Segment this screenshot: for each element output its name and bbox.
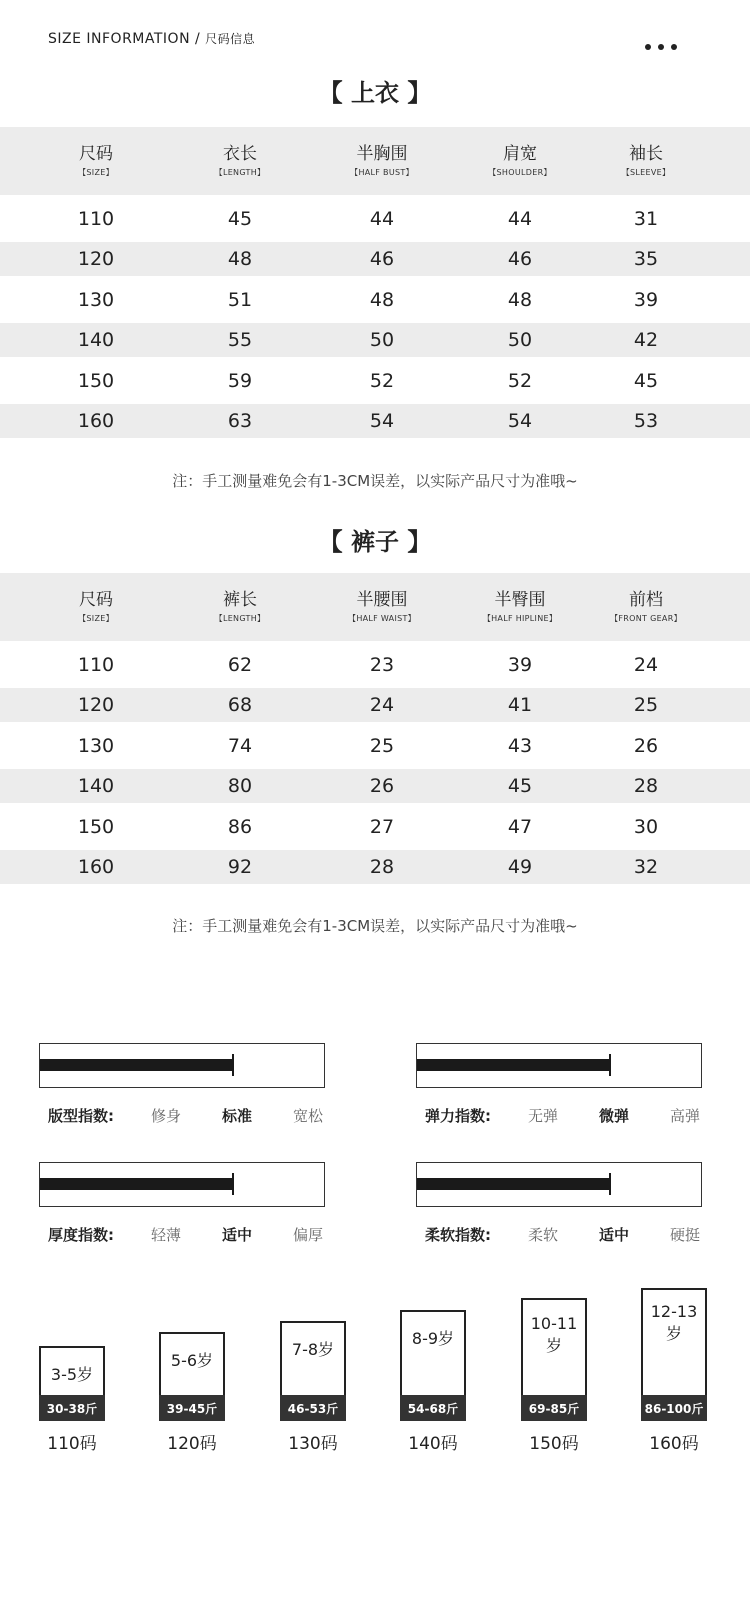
header-cell-half-waist: 半腰围 【HALF WAIST】 [348,590,416,623]
header-title-en: SIZE INFORMATION [48,31,191,47]
size-code: 140码 [408,1434,458,1454]
softness-index-gauge [416,1162,702,1207]
table-cell: 26 [633,734,659,757]
table-cell: 39 [633,288,659,311]
fit-index-gauge [39,1043,325,1088]
elasticity-option: 高弹 [670,1107,701,1125]
softness-index-label: 柔软指数: [425,1226,491,1244]
fit-index-label: 版型指数: [48,1107,114,1125]
table-cell: 27 [369,815,395,838]
header-cell-shoulder: 肩宽 【SHOULDER】 [488,144,552,177]
softness-option-selected: 适中 [599,1226,630,1244]
table-row [0,404,750,438]
table-row [0,850,750,884]
table-row [0,357,750,404]
table-cell: 39 [507,653,533,676]
thickness-index-gauge [39,1162,325,1207]
table-cell: 50 [369,329,395,351]
elasticity-option-selected: 微弹 [599,1107,630,1125]
weight-label: 69-85斤 [521,1395,587,1421]
table-cell: 160 [77,856,115,878]
age-label: 8-9岁 [411,1329,455,1348]
table-cell: 140 [77,329,115,351]
table-cell: 25 [633,694,659,716]
weight-label: 54-68斤 [400,1395,466,1421]
table-row [0,641,750,688]
size-code: 160码 [649,1434,699,1454]
gauge-tick [609,1054,611,1076]
table-cell: 120 [77,248,115,270]
top-size-table [0,127,750,438]
table-cell: 54 [507,410,533,432]
table-cell: 45 [633,369,659,392]
gauge-fill [417,1178,610,1190]
table-cell: 28 [633,775,659,797]
table-cell: 44 [507,207,533,230]
table-cell: 48 [507,288,533,311]
thickness-option-selected: 适中 [222,1226,253,1244]
table-cell: 49 [507,856,533,878]
size-guide-box [159,1332,225,1421]
table-cell: 62 [227,653,253,676]
table-cell: 52 [369,369,395,392]
header-cell-half-hip: 半臀围 【HALF HIPLINE】 [482,590,558,623]
header-cell-length: 裤长 【LENGTH】 [214,590,266,623]
table-cell: 68 [227,694,253,716]
table-cell: 160 [77,410,115,432]
fit-option: 宽松 [293,1107,324,1125]
table-cell: 110 [77,207,115,230]
weight-label: 30-38斤 [39,1395,105,1421]
table-cell: 31 [633,207,659,230]
fit-option: 修身 [151,1107,182,1125]
table-cell: 48 [227,248,253,270]
size-guide-box [521,1298,587,1421]
table-cell: 25 [369,734,395,757]
table-row [0,276,750,323]
gauge-tick [232,1173,234,1195]
table-cell: 43 [507,734,533,757]
table-row [0,323,750,357]
table-cell: 53 [633,410,659,432]
age-label: 12-13岁 [650,1302,698,1343]
table-cell: 48 [369,288,395,311]
size-code: 110码 [47,1434,97,1454]
table-cell: 47 [507,815,533,838]
table-cell: 24 [633,653,659,676]
size-guide-box [400,1310,466,1421]
table-cell: 50 [507,329,533,351]
table-row [0,803,750,850]
table-cell: 46 [507,248,533,270]
fit-option-selected: 标准 [222,1107,253,1125]
thickness-option: 偏厚 [293,1226,324,1244]
table-cell: 59 [227,369,253,392]
table-cell: 130 [77,288,115,311]
weight-label: 86-100斤 [641,1395,707,1421]
thickness-index-label: 厚度指数: [48,1226,114,1244]
elasticity-index-gauge [416,1043,702,1088]
size-guide-box [280,1321,346,1421]
table-cell: 42 [633,329,659,351]
age-label: 7-8岁 [291,1340,335,1359]
table-cell: 130 [77,734,115,757]
measurement-note: 注：手工测量难免会有1-3CM误差，以实际产品尺寸为准哦~ [172,472,578,490]
size-guide-box [641,1288,707,1421]
table-cell: 52 [507,369,533,392]
table-row [0,195,750,242]
table-cell: 110 [77,653,115,676]
header-cell-front-gear: 前档 【FRONT GEAR】 [610,590,682,623]
table-cell: 74 [227,734,253,757]
table-row [0,688,750,722]
weight-label: 39-45斤 [159,1395,225,1421]
gauge-fill [40,1059,233,1071]
pants-size-table [0,573,750,884]
age-label: 5-6岁 [170,1351,214,1370]
gauge-tick [609,1173,611,1195]
more-icon[interactable] [645,35,685,45]
table-cell: 63 [227,410,253,432]
table-cell: 140 [77,775,115,797]
table-cell: 150 [77,815,115,838]
pants-section-title: 【 裤子 】 [318,528,432,556]
table-cell: 150 [77,369,115,392]
table-cell: 24 [369,694,395,716]
table-header-row [0,127,750,195]
page-header [48,30,255,47]
table-cell: 120 [77,694,115,716]
thickness-option: 轻薄 [151,1226,182,1244]
age-label: 10-11岁 [530,1314,578,1355]
table-cell: 45 [507,775,533,797]
header-title-zh: 尺码信息 [205,32,256,46]
table-cell: 23 [369,653,395,676]
weight-label: 46-53斤 [280,1395,346,1421]
header-cell-size: 尺码 【SIZE】 [78,144,114,177]
table-cell: 35 [633,248,659,270]
header-separator: / [195,31,201,47]
header-cell-half-bust: 半胸围 【HALF BUST】 [350,144,414,177]
size-guide-box [39,1346,105,1421]
table-row [0,769,750,803]
softness-option: 柔软 [528,1226,559,1244]
header-cell-sleeve: 袖长 【SLEEVE】 [621,144,671,177]
table-cell: 28 [369,856,395,878]
table-cell: 46 [369,248,395,270]
table-cell: 45 [227,207,253,230]
table-header-row [0,573,750,641]
size-code: 150码 [529,1434,579,1454]
table-cell: 86 [227,815,253,838]
table-cell: 44 [369,207,395,230]
elasticity-index-label: 弹力指数: [425,1107,491,1125]
table-row [0,722,750,769]
size-code: 130码 [288,1434,338,1454]
softness-option: 硬挺 [670,1226,701,1244]
table-cell: 26 [369,775,395,797]
table-cell: 41 [507,694,533,716]
table-cell: 54 [369,410,395,432]
size-code: 120码 [167,1434,217,1454]
header-cell-length: 衣长 【LENGTH】 [214,144,266,177]
table-cell: 32 [633,856,659,878]
table-cell: 51 [227,288,253,311]
table-cell: 92 [227,856,253,878]
top-section-title: 【 上衣 】 [318,79,432,107]
measurement-note: 注：手工测量难免会有1-3CM误差，以实际产品尺寸为准哦~ [172,917,578,935]
elasticity-option: 无弹 [528,1107,559,1125]
age-label: 3-5岁 [50,1365,94,1384]
gauge-fill [417,1059,610,1071]
table-cell: 80 [227,775,253,797]
table-cell: 55 [227,329,253,351]
table-row [0,242,750,276]
gauge-tick [232,1054,234,1076]
gauge-fill [40,1178,233,1190]
table-cell: 30 [633,815,659,838]
header-cell-size: 尺码 【SIZE】 [78,590,114,623]
